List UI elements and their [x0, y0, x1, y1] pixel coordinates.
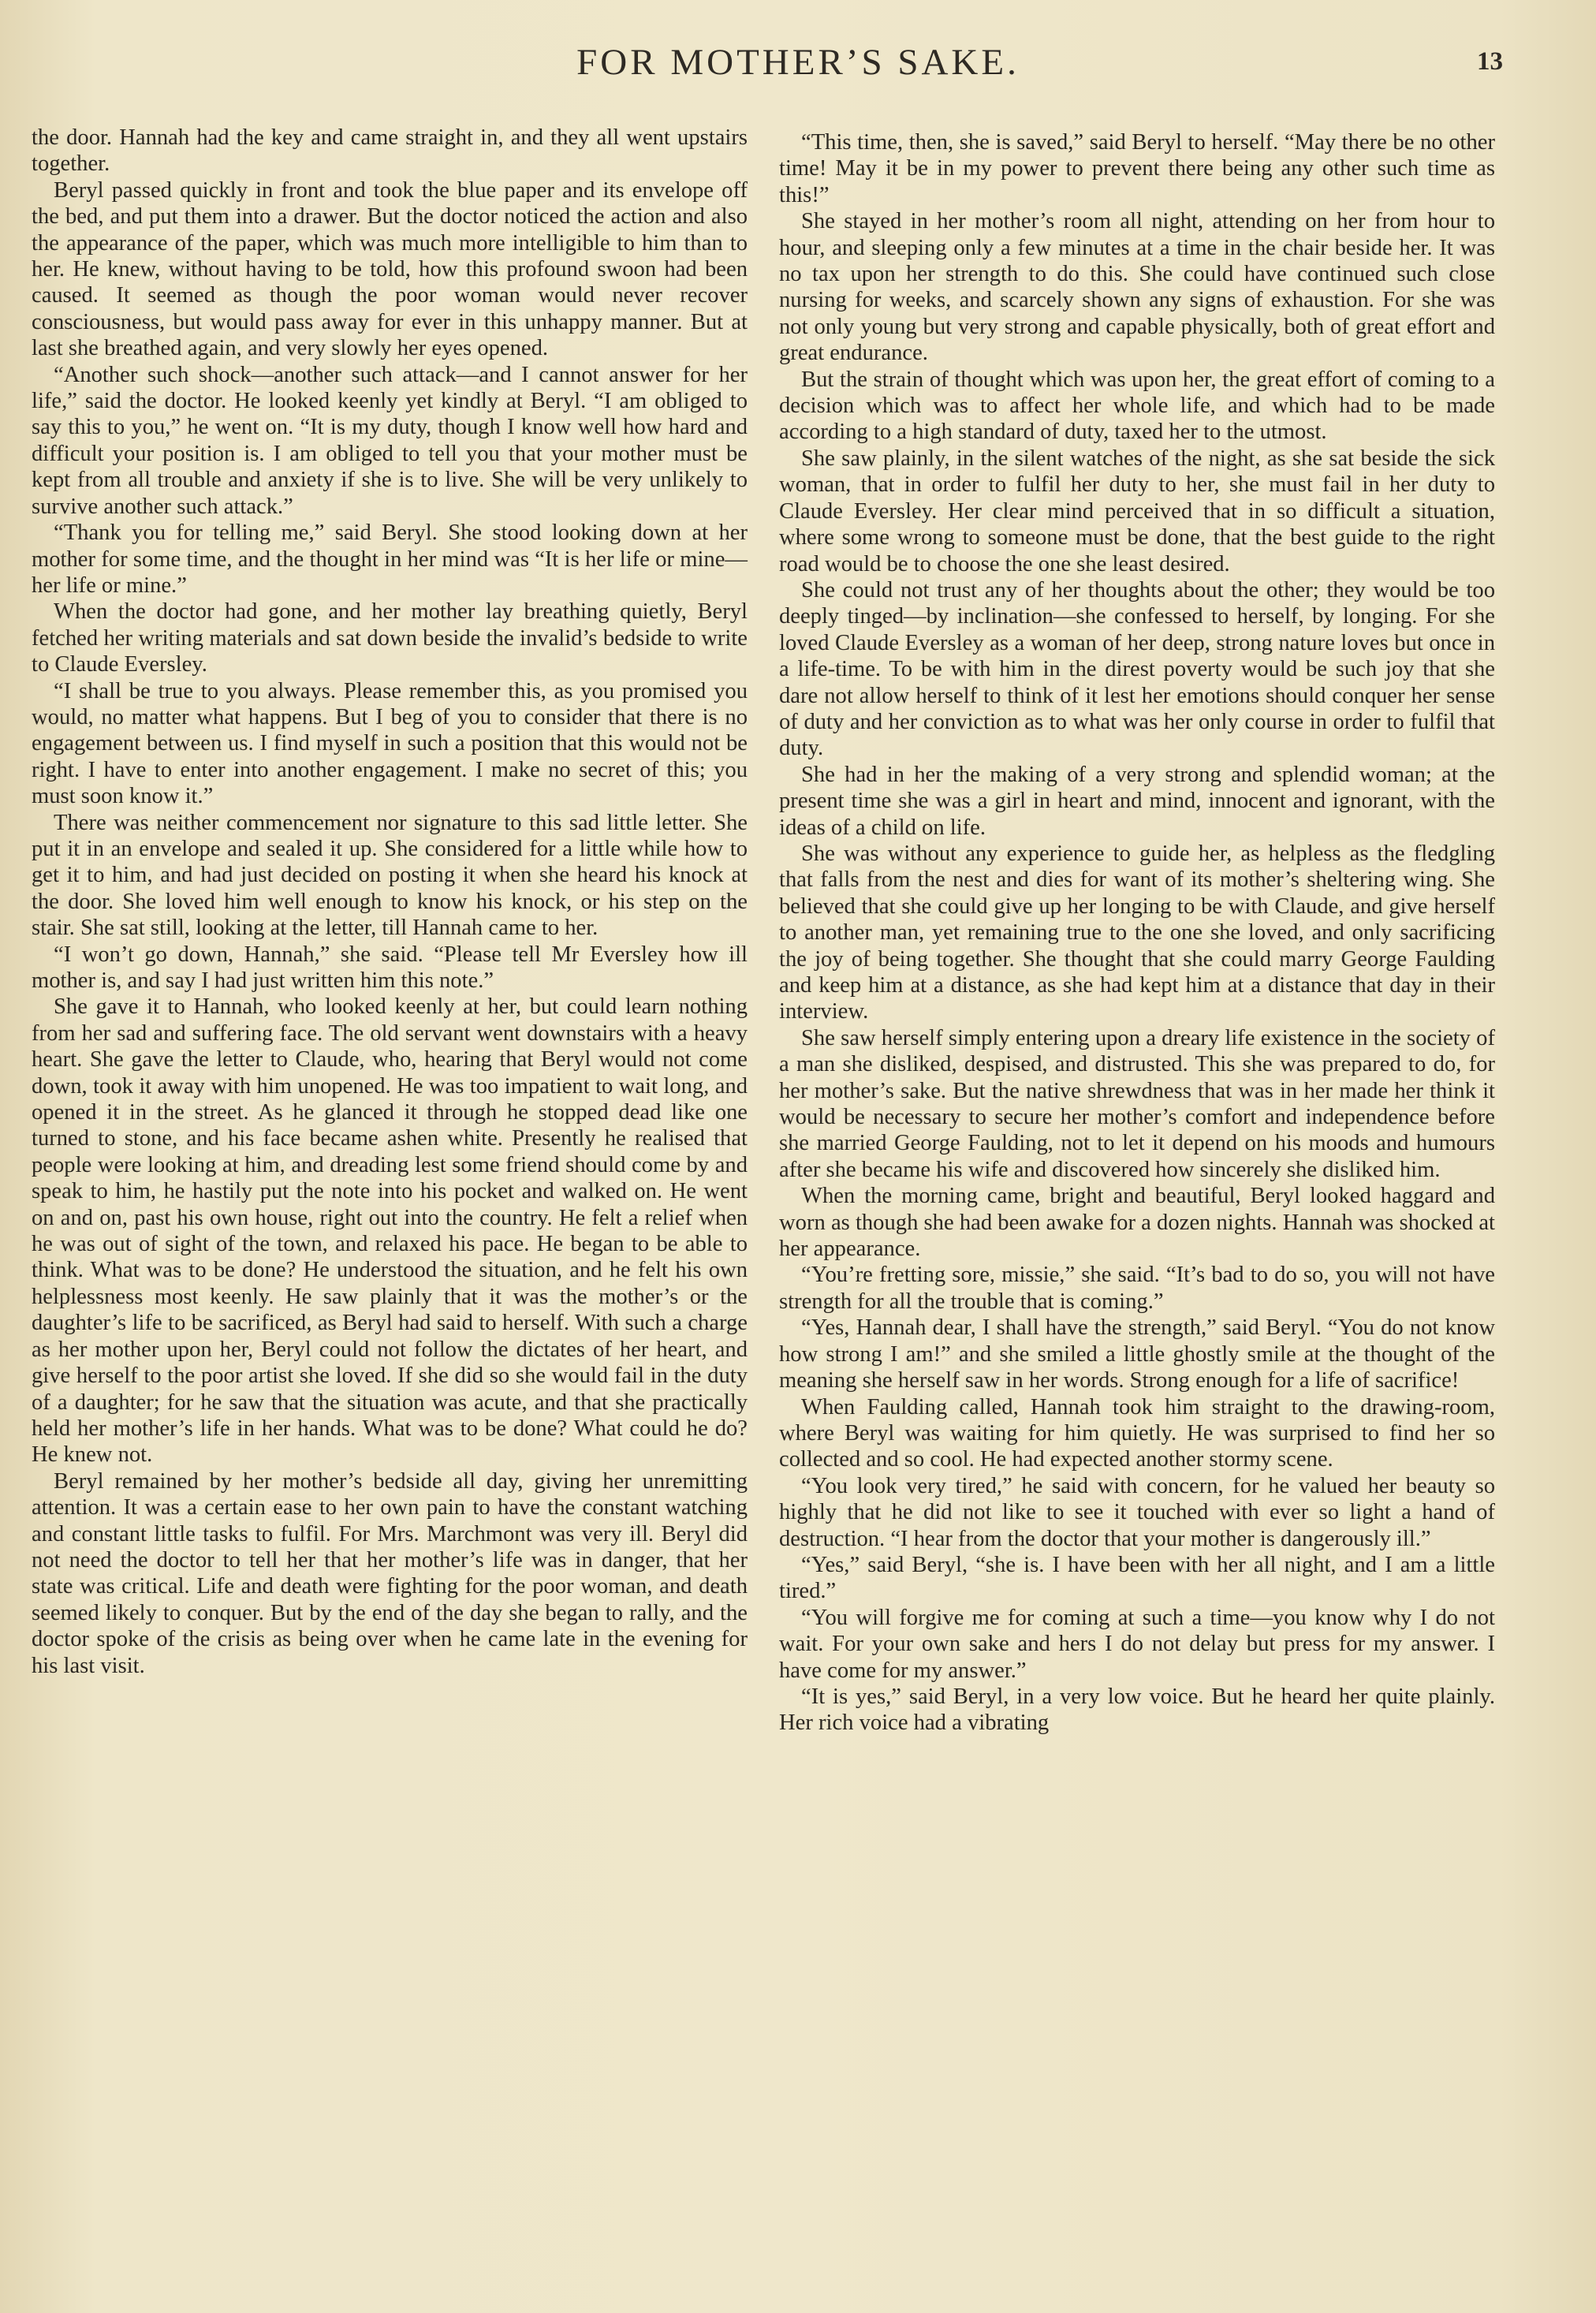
paragraph: She saw herself simply entering upon a dreary life existence in the society of a man she disliked, despised, and distrusted. This she was prepared to do, for her mother’s sake. But the native shrewdness that was in her made her think it would be necessary to secure her mother’s comfort and independence before she married George Faulding, not to let it depend on his moods and humours after she became his wife and discovered how sincerely she disliked him.	[779, 1025, 1495, 1182]
paragraph: “You will forgive me for coming at such a time—you know why I do not wait. For your own sake and hers I do not delay but press for my answer. I have come for my answer.”	[779, 1605, 1495, 1683]
paragraph: When the doctor had gone, and her mother lay breathing quietly, Beryl fetched her writing materials and sat down beside the invalid’s bedside to write to Claude Eversley.	[32, 599, 748, 677]
paragraph: When the morning came, bright and beautiful, Beryl looked haggard and worn as though she had been awake for a dozen nights. Hannah was shocked at her appearance.	[779, 1184, 1495, 1262]
paragraph: “This time, then, she is saved,” said Beryl to herself. “May there be no other time! May it be in my power to prevent there being any other such time as this!”	[779, 130, 1495, 207]
paragraph: “Yes,” said Beryl, “she is. I have been with her all night, and I am a little tired.”	[779, 1552, 1495, 1604]
paragraph: “Another such shock—another such attack—and I cannot answer for her life,” said the doctor. He looked keenly yet kindly at Beryl. “I am obliged to say this to you,” he went on. “It is my duty, though I know well how hard and difficult your position is. I am obliged to tell you that your mother must be kept from all trouble and anxiety if she is to live. She will be very unlikely to survive another such attack.”	[32, 362, 748, 519]
right-column	[779, 129, 1495, 1737]
paragraph: “You’re fretting sore, missie,” she said. “It’s bad to do so, you will not have strength for all the trouble that is coming.”	[779, 1263, 1495, 1314]
paragraph: When Faulding called, Hannah took him straight to the drawing-room, where Beryl was waiting for him quietly. He was surprised to find her so collected and so cool. He had expected another stormy scene.	[779, 1394, 1495, 1472]
paragraph: “It is yes,” said Beryl, in a very low voice. But he heard her quite plainly. Her rich voice had a vibrating	[779, 1684, 1495, 1736]
paragraph: But the strain of thought which was upon her, the great effort of coming to a decision which was to affect her whole life, and which had to be made according to a high standard of duty, taxed her to the utmost.	[779, 367, 1495, 445]
page-number: 13	[1477, 47, 1503, 76]
paragraph: “You look very tired,” he said with concern, for he valued her beauty so highly that he did not like to see it touched with ever so light a hand of destruction. “I hear from the doctor that your mother is dangerously ill.”	[779, 1473, 1495, 1551]
paragraph: “I shall be true to you always. Please remember this, as you promised you would, no matter what happens. But I beg of you to consider that there is no engagement between us. I find myself in such a position that this would not be right. I have to enter into another engagement. I make no secret of this; you must soon know it.”	[32, 678, 748, 809]
paragraph: She saw plainly, in the silent watches of the night, as she sat beside the sick woman, that in order to fulfil her duty to her, she must fail in her duty to Claude Eversley. Her clear mind perceived that in so difficult a situation, where some wrong to someone must be done, that the best guide to the right road would be to choose the one she least desired.	[779, 446, 1495, 576]
paragraph: She was without any experience to guide her, as helpless as the fledgling that falls from the nest and dies for want of its mother’s sheltering wing. She believed that she could give up her longing to be with Claude, and give herself to another man, yet remaining true to the one she loved, and only sacrificing the joy of being together. She thought that she could marry George Faulding and keep him at a distance, as she had kept him at a distance that day in their interview.	[779, 841, 1495, 1024]
paragraph: “Thank you for telling me,” said Beryl. She stood looking down at her mother for some time, and the thought in her mind was “It is her life or mine—her life or mine.”	[32, 520, 748, 598]
left-column	[32, 125, 748, 1679]
running-title: FOR MOTHER’S SAKE.	[576, 42, 1020, 83]
paragraph: Beryl passed quickly in front and took the blue paper and its envelope off the bed, and put them into a drawer. But the doctor noticed the action and also the appearance of the paper, which was much more intelligible to him than to her. He knew, without having to be told, how this profound swoon had been caused. It seemed as though the poor woman would never recover consciousness, but would pass away for ever in this unhappy manner. But at last she breathed again, and very slowly her eyes opened.	[32, 177, 748, 361]
paragraph: She gave it to Hannah, who looked keenly at her, but could learn nothing from her sad and suffering face. The old servant went downstairs with a heavy heart. She gave the letter to Claude, who, hearing that Beryl would not come down, took it away with him unopened. He was too impatient to wait long, and opened it in the street. As he glanced it through he stopped dead like one turned to stone, and his face became ashen white. Presently he realised that people were looking at him, and dreading lest some friend should come by and speak to him, he hastily put the note into his pocket and walked on. He went on and on, past his own house, right out into the country. He felt a relief when he was out of sight of the town, and relaxed his pace. He began to be able to think. What was to be done? He understood the situation, and he felt his own helplessness most keenly. He saw plainly that it was the mother’s or the daughter’s life to be sacrificed, as Beryl had said to herself. With such a charge as her mother upon her, Beryl could not follow the dictates of her heart, and give herself to the poor artist she loved. If she did so she would fail in the duty of a daughter; for he saw that the situation was acute, and that she practically held her mother’s life in her hands. What was to be done? What could he do? He knew not.	[32, 994, 748, 1468]
paragraph: She stayed in her mother’s room all night, attending on her from hour to hour, and sleeping only a few minutes at a time in the chair beside her. It was no tax upon her strength to do this. She could have continued such close nursing for weeks, and scarcely shown any signs of exhaustion. For she was not only young but very strong and capable physically, both of great effort and great endurance.	[779, 209, 1495, 366]
page-header	[0, 35, 1596, 98]
paragraph: “I won’t go down, Hannah,” she said. “Please tell Mr Eversley how ill mother is, and say I had just written him this note.”	[32, 942, 748, 993]
paragraph: She could not trust any of her thoughts about the other; they would be too deeply tinged—by inclination—she confessed to herself, by longing. For she loved Claude Eversley as a woman of her deep, strong nature loves but once in a life-time. To be with him in the direst poverty would be such joy that she dare not allow herself to think of it lest her emotions should conquer her sense of duty and her conviction as to what was her only course in order to fulfil that duty.	[779, 577, 1495, 761]
paragraph: There was neither commencement nor signature to this sad little letter. She put it in an envelope and sealed it up. She considered for a little while how to get it to him, and had just decided on posting it when she heard his knock at the door. She loved him well enough to know his knock, or his step on the stair. She sat still, looking at the letter, till Hannah came to her.	[32, 810, 748, 941]
paragraph: the door. Hannah had the key and came straight in, and they all went upstairs together.	[32, 125, 748, 177]
paragraph: She had in her the making of a very strong and splendid woman; at the present time she was a girl in heart and mind, innocent and ignorant, with the ideas of a child on life.	[779, 762, 1495, 840]
paragraph: “Yes, Hannah dear, I shall have the strength,” said Beryl. “You do not know how strong I am!” and she smiled a little ghostly smile at the thought of the meaning she herself saw in her words. Strong enough for a life of sacrifice!	[779, 1315, 1495, 1393]
paragraph: Beryl remained by her mother’s bedside all day, giving her unremitting attention. It was a certain ease to her own pain to have the constant watching and constant little tasks to fulfil. For Mrs. Marchmont was very ill. Beryl did not need the doctor to tell her that her mother’s life was in danger, that her state was critical. Life and death were fighting for the poor woman, and death seemed likely to conquer. But by the end of the day she began to rally, and the doctor spoke of the crisis as being over when he came late in the evening for his last visit.	[32, 1468, 748, 1678]
